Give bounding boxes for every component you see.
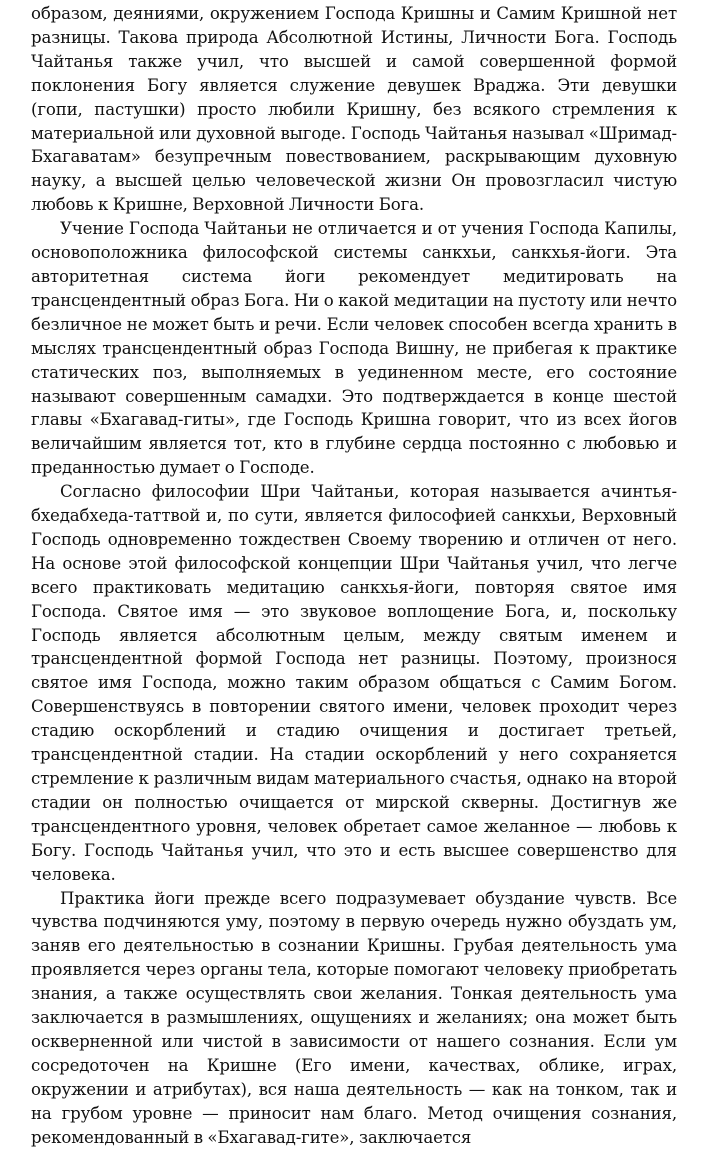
- paragraph-yoga-practice: Практика йоги прежде всего подразумевает обуздание чувств. Все чувства подчиняются уму, поэтому в первую очередь нужно обуздать ум, заняв его деятельностью в сознании Кришны. Грубая деятельность ума проявляется через органы тела, которые помогают человеку приобретать знания, а также осуществлять свои желания. Тонкая деятельность ума заключается в размышлениях, ощущениях и желаниях; она может быть оскверненной или чистой в зависимости от нашего сознания. Если ум сосредоточен на Кришне (Его имени, качествах, облике, играх, окружении и атрибутах), вся наша деятельность — как на тонком, так и на грубом уровне — приносит нам благо. Метод очищения сознания, рекомендованный в «Бхагавад-гите», заключается: [31, 888, 677, 1147]
- paragraph-continued: образом, деяниями, окружением Господа Кришны и Самим Кришной нет разницы. Такова природа Абсолютной Истины, Личности Бога. Господь Чайтанья также учил, что высшей и самой совершенной формой поклонения Богу является служение девушек Враджа. Эти девушки (гопи, пастушки) просто любили Кришну, без всякого стремления к материальной или духовной выгоде. Господь Чайтанья называл «Шримад-Бхагаватам» безупречным повествованием, раскрывающим духовную науку, а высшей целью человеческой жизни Он провозгласил чистую любовь к Кришне, Верховной Личности Бога.: [31, 4, 677, 215]
- paragraph-holy-name: Согласно философии Шри Чайтаньи, которая называется ачинтья-бхедабхеда-таттвой и, по сути, является философией санкхьи, Верховный Господь одновременно тождествен Своему творению и отличен от него. На основе этой философской концепции Шри Чайтанья учил, что легче всего практиковать медитацию санкхья-йоги, повторяя святое имя Господа. Святое имя — это звуковое воплощение Бога, и, поскольку Господь является абсолютным целым, между святым именем и трансцендентной формой Господа нет разницы. Поэтому, произнося святое имя Господа, можно таким образом общаться с Самим Богом. Совершенствуясь в повторении святого имени, человек проходит через стадию оскорблений и стадию очищения и достигает третьей, трансцендентной стадии. На стадии оскорблений у него сохраняется стремление к различным видам материального счастья, однако на второй стадии он полностью очищается от мирской скверны. Достигнув же трансцендентного уровня, человек обретает самое желанное — любовь к Богу. Господь Чайтанья учил, что это и есть высшее совершенство для человека.: [31, 482, 677, 884]
- paragraph-kapila-teaching: Учение Господа Чайтаньи не отличается и от учения Господа Капилы, основоположника философской системы санкхьи, санкхья-йоги. Эта авторитетная система йоги рекомендует медитировать на трансцендентный образ Бога. Ни о какой медитации на пустоту или нечто безличное не может быть и речи. Если человек способен всегда хранить в мыслях трансцендентный образ Господа Вишну, не прибегая к практике статических поз, выполняемых в уединенном месте, его состояние называют совершенным самадхи. Это подтверждается в конце шестой главы «Бхагавад-гиты», где Господь Кришна говорит, что из всех йогов величайшим является тот, кто в глубине сердца постоянно с любовью и преданностью думает о Господе.: [31, 219, 677, 478]
